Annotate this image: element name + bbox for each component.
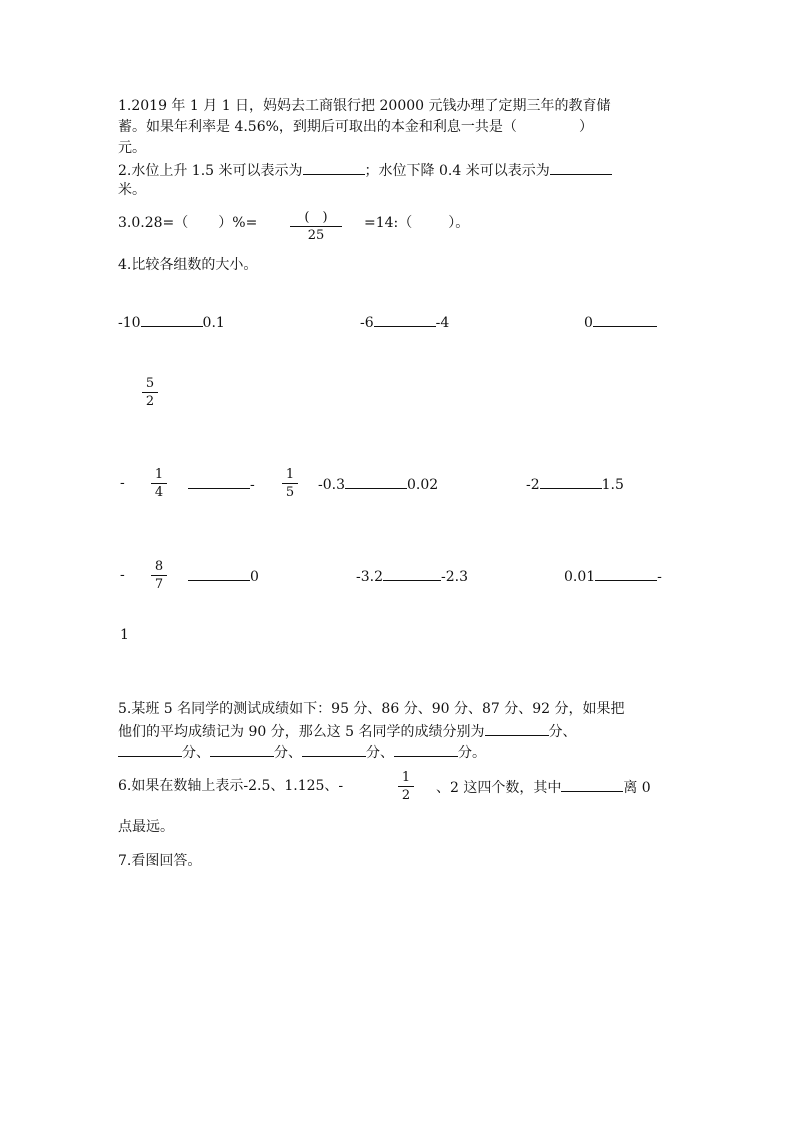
q4-frac-8-7-numerator: 8 [154,559,164,574]
q4-frac-5-2-numerator: 5 [145,376,155,391]
q4-frac-1-5-bar [282,483,298,484]
q3-part4-text: ）。 [448,215,470,231]
q2-blank-2[interactable] [550,160,612,175]
q3-frac-denominator: 25 [307,228,325,243]
q6-frac-bar [398,786,414,787]
q4-r3c-left: 0.01 [564,569,596,585]
q4-r2b-right: 0.02 [407,477,439,493]
q2-line [118,160,612,180]
q4-r1-item-c [584,312,657,332]
q4-frac-8-7-bar [151,575,167,576]
q4-r2-item-b [318,474,438,494]
q6-frac-numerator: 1 [401,770,411,785]
q4-r3a-right: 0 [250,569,259,585]
q3-part3 [364,214,469,232]
q2-blank-1[interactable] [303,160,365,175]
q4-r1c-blank[interactable] [593,312,657,327]
q5-blank-2[interactable] [118,742,182,757]
q4-frac-1-4-bar [151,483,167,484]
q5-unit-3: 分、 [274,745,302,761]
q5-blank-3[interactable] [210,742,274,757]
q4-r3-item-a [188,566,259,586]
q4-r1b-blank[interactable] [374,312,436,327]
q1-line2 [118,118,593,136]
q3-part1-text: 3.0.28=（ [118,215,189,231]
q5-line2-text: 他们的平均成绩记为 90 分，那么这 5 名同学的成绩分别为 [118,724,485,740]
q1-line3: 元。 [118,140,146,156]
q6-part2: 、2 这四个数，其中 [436,780,562,796]
q4-fraction-5-2 [142,376,158,409]
q7-title: 7.看图回答。 [118,853,202,869]
q4-fraction-8-7 [151,559,167,592]
q4-r4: 1 [120,627,129,643]
q4-r3c-blank[interactable] [595,566,657,581]
q4-r1a-left: -10 [118,315,141,331]
q2-part1: 2.水位上升 1.5 米可以表示为 [118,163,303,179]
q4-r2b-left: -0.3 [318,477,345,493]
q3-frac-numerator[interactable]: ( ) [304,210,328,225]
q6-frac-denominator: 2 [401,788,411,803]
q1-line2-text: 蓄。如果年利率是 4.56%，到期后可取出的本金和利息一共是（ [118,119,517,135]
q5-unit-4: 分、 [366,745,394,761]
q4-r3a-minus: - [120,567,125,583]
q4-r3c-right: - [657,569,662,585]
q4-r3a-blank[interactable] [188,566,250,581]
q4-r2a-blank[interactable] [188,474,250,489]
q4-r2c-blank[interactable] [540,474,602,489]
q1-close-paren: ） [578,119,593,135]
q6-part3: 离 0 [623,780,651,796]
q5-unit-2: 分、 [182,745,210,761]
q2-part2: ；水位下降 0.4 米可以表示为 [364,163,550,179]
q4-fraction-1-4 [151,467,167,500]
q5-line1: 5.某班 5 名同学的测试成绩如下：95 分、86 分、90 分、87 分、92 分，如果把 [118,701,625,717]
q4-title: 4.比较各组数的大小。 [118,257,258,273]
q6-part1: 6.如果在数轴上表示-2.5、1.125、- [118,778,344,794]
q4-r2a-minus: - [120,475,125,491]
q5-unit-1: 分、 [548,724,577,740]
q3-fraction [290,210,342,243]
q6-line2: 点最远。 [118,819,174,835]
q3-frac-bar [290,226,342,227]
q4-r3-item-c [564,566,662,586]
q6-rest [436,777,651,797]
q4-frac-1-4-denominator: 4 [154,485,164,500]
q4-frac-1-4-numerator: 1 [154,467,164,482]
q4-r3b-right: -2.3 [441,569,468,585]
q4-r1c-left: 0 [584,315,593,331]
q5-blank-1[interactable] [485,721,549,736]
q4-r1-item-a [118,312,225,332]
q4-r3-item-b [356,566,468,586]
q4-r1b-left: -6 [360,315,374,331]
q4-r2c-right: 1.5 [601,477,624,493]
q5-blank-5[interactable] [394,742,458,757]
q5-blank-4[interactable] [302,742,366,757]
q4-frac-5-2-denominator: 2 [145,394,155,409]
q5-line3 [118,742,486,762]
q4-r2a-minus2: - [250,477,255,493]
q4-r1b-right: -4 [435,315,450,331]
q4-r2c-left: -2 [526,477,540,493]
q4-r3b-left: -3.2 [356,569,383,585]
q3-part1 [118,214,257,232]
q4-r2a-blank-group [188,474,255,494]
q4-r2-item-c [526,474,624,494]
q4-r3b-blank[interactable] [383,566,441,581]
q6-blank[interactable] [561,777,623,792]
q4-r1a-right: 0.1 [202,315,225,331]
q5-unit-end: 分。 [458,745,486,761]
q4-r1a-blank[interactable] [141,312,203,327]
q3-part2-text: ）%= [218,215,258,231]
q4-r2b-blank[interactable] [345,474,407,489]
q3-part3-text: =14:（ [364,215,413,231]
q5-line2 [118,721,577,741]
q2-end: 米。 [118,182,146,198]
q4-frac-1-5-denominator: 5 [285,485,295,500]
q4-fraction-1-5 [282,467,298,500]
q4-frac-5-2-bar [142,392,158,393]
q4-frac-8-7-denominator: 7 [154,577,164,592]
q4-r1-item-b [360,312,449,332]
q1-line1: 1.2019 年 1 月 1 日，妈妈去工商银行把 20000 元钱办理了定期三年的教育储 [118,98,611,114]
q6-fraction-1-2 [398,770,414,803]
q4-frac-1-5-numerator: 1 [285,467,295,482]
